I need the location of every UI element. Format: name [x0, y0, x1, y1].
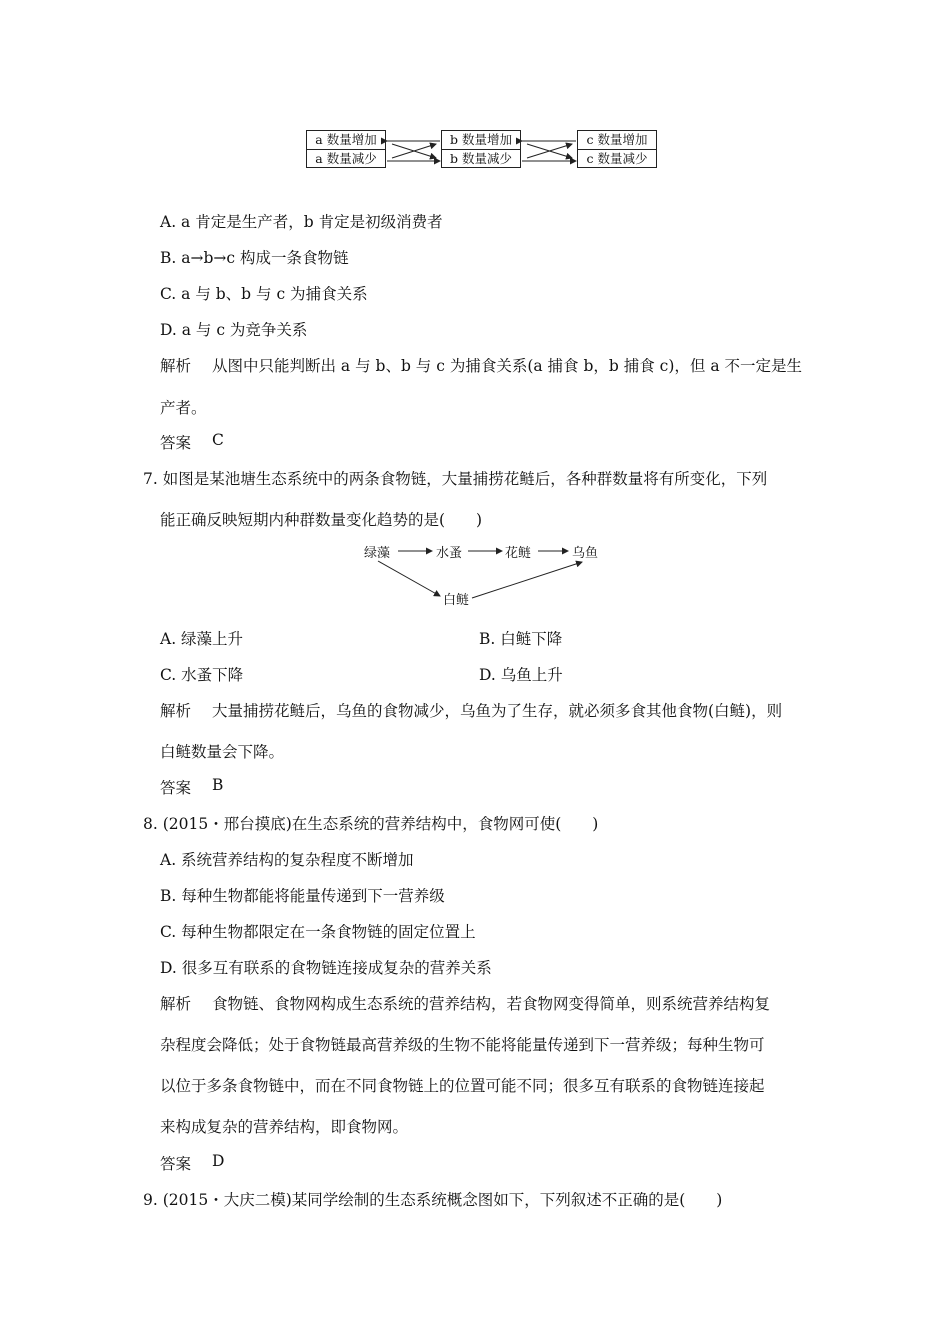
- q7-answer-label: 答案: [160, 779, 192, 797]
- q6-answer: C: [212, 431, 224, 449]
- q8-option-a: A. 系统营养结构的复杂程度不断增加: [160, 851, 414, 869]
- q7-analysis-line-2: 白鲢数量会下降。: [160, 743, 285, 761]
- q7-stem-line-2: 能正确反映短期内种群数量变化趋势的是( ): [160, 511, 483, 529]
- box-c-decrease: c 数量减少: [586, 151, 648, 166]
- q9-stem: 9. (2015・大庆二模)某同学绘制的生态系统概念图如下，下列叙述不正确的是( ): [143, 1191, 723, 1209]
- q8-analysis-label: 解析: [160, 995, 192, 1013]
- q8-option-d: D. 很多互有联系的食物链连接成复杂的营养关系: [160, 959, 492, 977]
- q7-analysis-line-1: 大量捕捞花鲢后，乌鱼的食物减少，乌鱼为了生存，就必须多食其他食物(白鲢)，则: [212, 702, 783, 720]
- q7-answer: B: [212, 776, 224, 794]
- box-b-decrease: b 数量减少: [450, 151, 512, 166]
- q7-option-d: D. 乌鱼上升: [479, 666, 563, 684]
- q8-option-b: B. 每种生物都能将能量传递到下一营养级: [160, 887, 445, 905]
- node-water-flea: 水蚤: [436, 546, 463, 561]
- q7-option-b: B. 白鲢下降: [479, 630, 563, 648]
- q8-stem: 8. (2015・邢台摸底)在生态系统的营养结构中，食物网可使( ): [143, 815, 599, 833]
- q8-analysis-line-2: 杂程度会降低；处于食物链最高营养级的生物不能将能量传递到下一营养级；每种生物可: [160, 1036, 765, 1054]
- node-silver-carp: 白鲢: [443, 593, 470, 608]
- chain-arrow-5: [472, 562, 582, 598]
- q6-analysis-line-2: 产者。: [160, 399, 207, 417]
- node-snakehead: 乌鱼: [572, 546, 599, 561]
- q8-answer-label: 答案: [160, 1155, 192, 1173]
- box-a-increase: a 数量增加: [307, 131, 385, 150]
- q7-stem-line-1: 7. 如图是某池塘生态系统中的两条食物链，大量捕捞花鲢后，各种群数量将有所变化，下列: [143, 470, 768, 488]
- box-c-increase: c 数量增加: [578, 131, 656, 150]
- q6-option-b: B. a→b→c 构成一条食物链: [160, 249, 349, 267]
- q8-analysis-line-3: 以位于多条食物链中，而在不同食物链上的位置可能不同；很多互有联系的食物链连接起: [160, 1077, 765, 1095]
- chain-arrow-4: [378, 561, 440, 596]
- q8-analysis-line-1: 食物链、食物网构成生态系统的营养结构，若食物网变得简单，则系统营养结构复: [212, 995, 771, 1013]
- q6-option-d: D. a 与 c 为竞争关系: [160, 321, 308, 339]
- q8-answer: D: [212, 1152, 225, 1170]
- q6-option-c: C. a 与 b、b 与 c 为捕食关系: [160, 285, 368, 303]
- box-b-increase: b 数量增加: [442, 131, 520, 150]
- node-bighead-carp: 花鲢: [505, 546, 532, 561]
- q7-analysis-label: 解析: [160, 702, 192, 720]
- q8-option-c: C. 每种生物都限定在一条食物链的固定位置上: [160, 923, 476, 941]
- q8-analysis-line-4: 来构成复杂的营养结构，即食物网。: [160, 1118, 409, 1136]
- box-a-decrease: a 数量减少: [315, 151, 377, 166]
- node-green-algae: 绿藻: [364, 546, 391, 561]
- q6-analysis-line-1: 从图中只能判断出 a 与 b、b 与 c 为捕食关系(a 捕食 b，b 捕食 c)，但 a 不一定是生: [212, 357, 802, 375]
- q6-option-a: A. a 肯定是生产者，b 肯定是初级消费者: [160, 213, 443, 231]
- q6-answer-label: 答案: [160, 434, 192, 452]
- q7-option-c: C. 水蚤下降: [160, 666, 244, 684]
- q6-analysis-label: 解析: [160, 357, 192, 375]
- q7-option-a: A. 绿藻上升: [160, 630, 244, 648]
